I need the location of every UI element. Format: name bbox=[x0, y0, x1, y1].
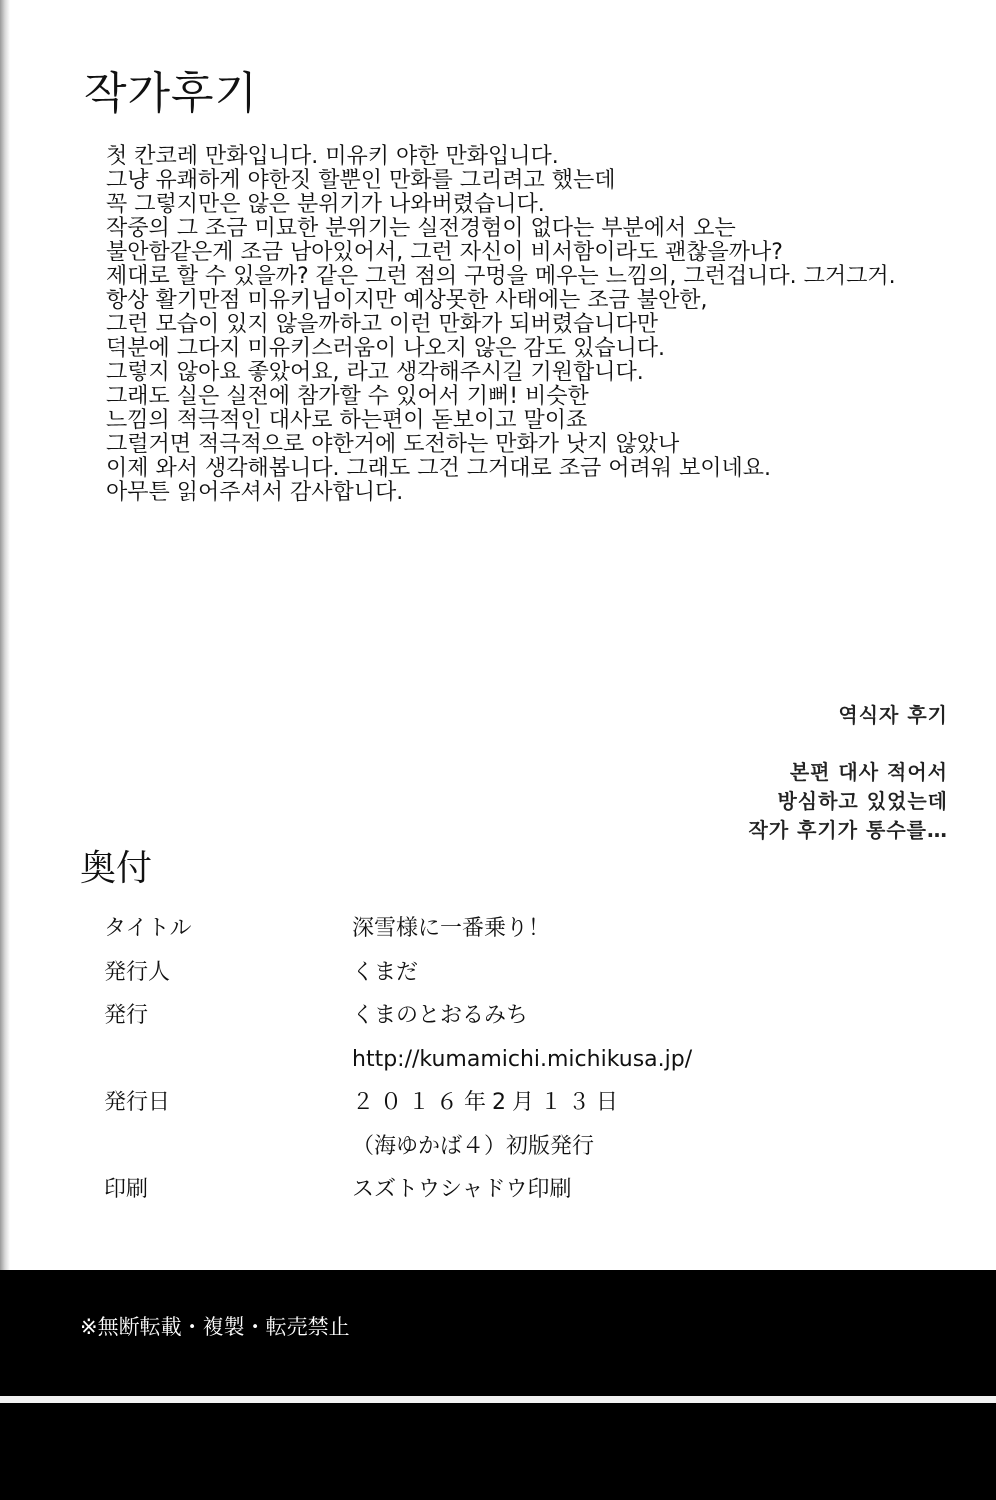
translator-note-line: 작가 후기가 통수를… bbox=[748, 818, 948, 842]
translator-note-line: 방심하고 있었는데 bbox=[777, 789, 948, 813]
colophon-row-date bbox=[104, 1082, 964, 1126]
afterword-line: 항상 활기만점 미유키님이지만 예상못한 사태에는 조금 불안한, bbox=[106, 288, 708, 313]
afterword-line: 아무튼 읽어주셔서 감사합니다. bbox=[106, 480, 404, 505]
afterword-line: 불안함같은게 조금 남아있어서, 그런 자신이 비서함이라도 괜찮을까나? bbox=[106, 240, 783, 265]
afterword-line: 제대로 할 수 있을까? 같은 그런 점의 구멍을 메우는 느낌의, 그런겁니다. 그거그거. bbox=[106, 264, 896, 289]
translator-note-heading: 역식자 후기 bbox=[838, 703, 948, 727]
afterword-line: 이제 와서 생각해봅니다. 그래도 그건 그거대로 조금 어려워 보이네요. bbox=[106, 456, 771, 481]
colophon-table bbox=[104, 908, 964, 1213]
colophon-row-title bbox=[104, 908, 964, 952]
translator-note bbox=[749, 700, 949, 845]
colophon-row-edition bbox=[104, 1126, 964, 1170]
colophon-value: スズトウシャドウ印刷 bbox=[352, 1177, 572, 1202]
afterword-line: 느낌의 적극적인 대사로 하는편이 돋보이고 말이죠 bbox=[106, 408, 588, 433]
scan-left-edge bbox=[0, 0, 10, 1270]
afterword-title: 작가후기 bbox=[84, 68, 259, 119]
colophon-value: くまのとおるみち bbox=[352, 1003, 529, 1028]
translator-note-line: 본편 대사 적어서 bbox=[789, 760, 948, 784]
colophon-value: 深雪様に一番乗り！ bbox=[352, 916, 551, 941]
afterword-body bbox=[106, 145, 966, 505]
afterword-line: 그럴거면 적극적으로 야한거에 도전하는 만화가 낫지 않았나 bbox=[106, 432, 680, 457]
colophon-row-issuer bbox=[104, 995, 964, 1039]
colophon-title: 奥付 bbox=[80, 848, 153, 889]
afterword-line: 꼭 그렇지만은 않은 분위기가 나와버렸습니다. bbox=[106, 192, 545, 217]
colophon-value: ２０１６年2月１３日 bbox=[352, 1090, 624, 1115]
afterword-line: 그렇지 않아요 좋았어요, 라고 생각해주시길 기원합니다. bbox=[106, 360, 644, 385]
afterword-line: 그냥 유쾌하게 야한짓 할뿐인 만화를 그리려고 했는데 bbox=[106, 168, 616, 193]
colophon-label: 発行人 bbox=[104, 959, 171, 985]
colophon-row-printer bbox=[104, 1169, 964, 1213]
scan-stripe bbox=[0, 1396, 996, 1403]
colophon-label: 印刷 bbox=[104, 1177, 149, 1202]
colophon-row-publisher bbox=[104, 952, 964, 996]
colophon-row-url bbox=[104, 1039, 964, 1083]
colophon-url: http://kumamichi.michikusa.jp/ bbox=[352, 1046, 693, 1072]
colophon-label: タイトル bbox=[104, 916, 192, 941]
colophon-label: 発行 bbox=[104, 1003, 149, 1028]
afterword-line: 그런 모습이 있지 않을까하고 이런 만화가 되버렸습니다만 bbox=[106, 312, 659, 337]
colophon-label: 発行日 bbox=[104, 1090, 171, 1115]
copyright-notice: ※無断転載・複製・転売禁止 bbox=[80, 1315, 350, 1339]
afterword-line: 그래도 실은 실전에 참가할 수 있어서 기뻐! 비슷한 bbox=[106, 384, 589, 409]
colophon-value: （海ゆかば４）初版発行 bbox=[352, 1133, 595, 1159]
afterword-line: 덕분에 그다지 미유키스러움이 나오지 않은 감도 있습니다. bbox=[106, 336, 666, 361]
afterword-line: 첫 칸코레 만화입니다. 미유키 야한 만화입니다. bbox=[106, 144, 559, 169]
afterword-line: 작중의 그 조금 미묘한 분위기는 실전경험이 없다는 부분에서 오는 bbox=[106, 216, 736, 241]
footer-band bbox=[0, 1270, 996, 1500]
colophon-value: くまだ bbox=[352, 959, 419, 985]
